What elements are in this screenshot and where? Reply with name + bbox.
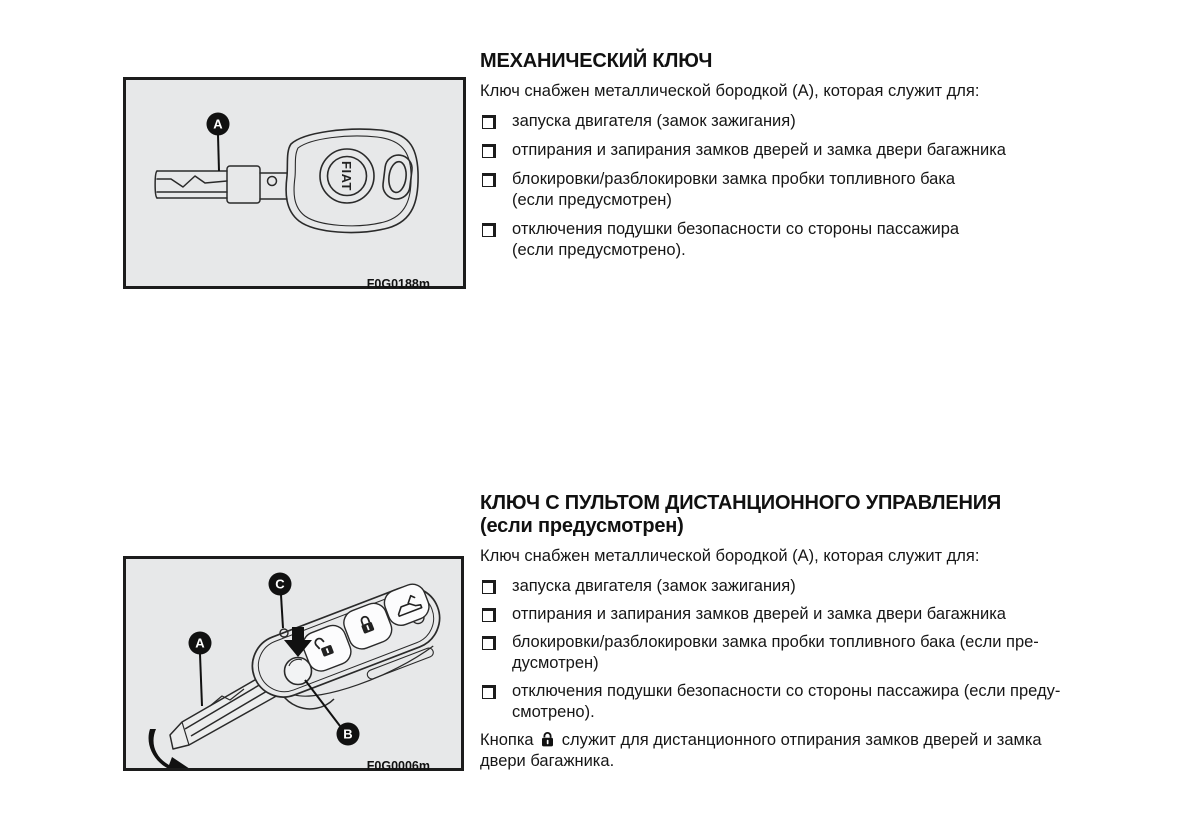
bullet-text-line2: (если предусмотрено). [512,241,686,259]
section2-lead: Ключ снабжен металлической бородкой (А), которая служит для: [480,547,980,565]
bullet-text: блокировки/разблокировки замка пробки топливного бака (если пре- [512,633,1039,651]
bullet-text: запуска двигателя (замок зажигания) [512,577,796,595]
section1-bullet-list [480,111,1138,261]
bullet-item [480,681,1138,723]
section2-title-line1: КЛЮЧ С ПУЛЬТОМ ДИСТАНЦИОННОГО УПРАВЛЕНИЯ [480,492,1002,514]
section-remote-key [480,492,1138,772]
bullet-item [480,140,1138,161]
label-c-text: C [275,576,285,592]
square-bullet-icon [482,608,496,622]
key-blade [155,166,287,203]
bullet-item [480,111,1138,132]
square-bullet-icon [482,115,496,129]
square-bullet-icon [482,636,496,650]
label-a-text: A [195,635,205,651]
label-a-text: A [213,116,223,132]
section2-title-line2: (если предусмотрен) [480,515,684,537]
bullet-text-line2: дусмотрен) [512,654,599,672]
bullet-item [480,169,1138,211]
bullet-text: отключения подушки безопасности со стороны пассажира [512,220,960,238]
square-bullet-icon [482,144,496,158]
open-lock-icon [541,731,554,747]
bullet-text: запуска двигателя (замок зажигания) [512,112,796,130]
note-text-before: Кнопка [480,731,534,749]
square-bullet-icon [482,223,496,237]
square-bullet-icon [482,173,496,187]
remote-key-illustration [126,559,461,768]
fiat-logo-text: FIAT [339,161,354,191]
square-bullet-icon [482,580,496,594]
label-b-text: B [343,726,353,742]
release-button [285,658,312,685]
figure-remote-key [123,556,464,771]
figure2-code: F0G0006m [366,759,430,773]
note-text-line2: двери багажника. [480,752,615,770]
label-a [189,632,212,707]
bullet-item [480,576,1138,597]
label-a [207,113,230,172]
figure1-code: F0G0188m [366,277,430,291]
bullet-item [480,632,1138,674]
section1-lead: Ключ снабжен металлической бородкой (А), которая служит для: [480,82,980,100]
bullet-text: отпирания и запирания замков дверей и замка двери багажника [512,141,1006,159]
label-b [305,680,360,746]
section2-bullet-list [480,576,1138,723]
label-c [269,573,292,629]
section-mechanical-key [480,50,1138,269]
bullet-item [480,604,1138,625]
bullet-text-line2: (если предусмотрен) [512,191,672,209]
bullet-item [480,219,1138,261]
section1-title: МЕХАНИЧЕСКИЙ КЛЮЧ [480,50,713,72]
section2-title [480,492,1138,538]
square-bullet-icon [482,685,496,699]
fiat-logo [339,161,354,191]
mechanical-key-illustration [126,80,463,286]
note-text-after: служит для дистанционного отпирания замков дверей и замка [561,731,1042,749]
bullet-text-line2: смотрено). [512,703,595,721]
figure-mechanical-key [123,77,466,289]
bullet-text: отпирания и запирания замков дверей и замка двери багажника [512,605,1006,623]
bullet-text: блокировки/разблокировки замка пробки топливного бака [512,170,956,188]
remote-unlock-note [480,730,1138,772]
bullet-text: отключения подушки безопасности со стороны пассажира (если преду- [512,682,1061,700]
